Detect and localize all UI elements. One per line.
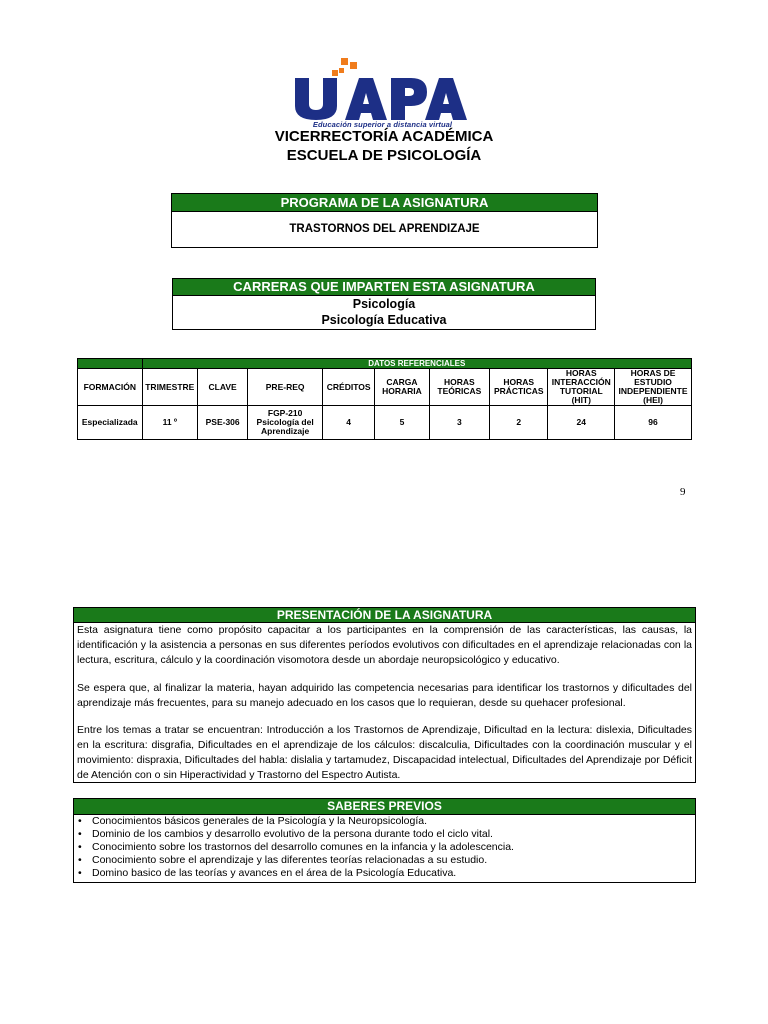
datos-title: DATOS REFERENCIALES bbox=[142, 359, 691, 369]
carrera-item: Psicología Educativa bbox=[321, 313, 447, 327]
vicerrectoria-heading: VICERRECTORÍA ACADÉMICA bbox=[274, 128, 494, 145]
table-row bbox=[78, 406, 692, 440]
header-cell: PRE-REQ bbox=[248, 369, 323, 406]
datos-referenciales-table bbox=[77, 358, 692, 440]
carreras-title: CARRERAS QUE IMPARTEN ESTA ASIGNATURA bbox=[173, 279, 595, 296]
header-cell: HORAS PRÁCTICAS bbox=[490, 369, 548, 406]
value-cell: 24 bbox=[548, 406, 615, 440]
table-header-row bbox=[78, 369, 692, 406]
saberes-list bbox=[74, 815, 695, 880]
value-cell: 11 º bbox=[142, 406, 197, 440]
uapa-logo bbox=[285, 56, 485, 132]
value-cell: 96 bbox=[615, 406, 692, 440]
value-cell: 2 bbox=[490, 406, 548, 440]
carrera-item: Psicología bbox=[352, 297, 416, 311]
uapa-logo-graphic bbox=[285, 56, 485, 120]
saberes-box bbox=[73, 798, 696, 883]
programa-box bbox=[171, 193, 598, 248]
page-number: 9 bbox=[680, 486, 686, 498]
carreras-box bbox=[172, 278, 596, 330]
list-item: • Dominio de los cambios y desarrollo evolutivo de la persona durante todo el ciclo vital. bbox=[74, 828, 695, 841]
value-cell: 4 bbox=[323, 406, 375, 440]
list-item: • Conocimiento sobre los trastornos del desarrollo comunes en la infancia y la adolescencia. bbox=[74, 841, 695, 854]
presentacion-paragraph: Se espera que, al finalizar la materia, hayan adquirido las competencia necesarias para identificar los trastornos y dificultades del aprendizaje más frecuentes, para su manejo adecuado en los casos que lo requieran, desde su quehacer profesional. bbox=[77, 682, 692, 709]
list-item: • Conocimiento sobre el aprendizaje y las diferentes teorías relacionadas a su estudio. bbox=[74, 854, 695, 867]
value-cell: Especializada bbox=[78, 406, 143, 440]
value-cell: 5 bbox=[375, 406, 429, 440]
value-cell: PSE-306 bbox=[198, 406, 248, 440]
escuela-heading: ESCUELA DE PSICOLOGÍA bbox=[286, 147, 482, 164]
list-item: • Domino basico de las teorías y avances en el área de la Psicología Educativa. bbox=[74, 867, 695, 880]
programa-title: PROGRAMA DE LA ASIGNATURA bbox=[172, 194, 597, 212]
presentacion-paragraph: Entre los temas a tratar se encuentran: Introducción a los Trastornos de Aprendizaje, Dificultad en la lectura: dislexia, Dificultades en la escritura: disgrafia, Dificultades en el aprendizaje de los cálculos: discalculia, Dificultades con la coordinación muscular y el movimiento: dispraxia, Dificultades del habla: dislalia y tartamudez, Discapacidad intelectual, Dificultades del Aprendizaje por Déficit de Atención con o sin Hiperactividad y Trastorno del Espectro Autista. bbox=[77, 724, 692, 781]
header-cell: HORAS TEÓRICAS bbox=[429, 369, 489, 406]
header-cell: HORAS DE ESTUDIO INDEPENDIENTE (HEI) bbox=[615, 369, 692, 406]
value-cell: 3 bbox=[429, 406, 489, 440]
subject-name: TRASTORNOS DEL APRENDIZAJE bbox=[289, 223, 480, 235]
presentacion-box bbox=[73, 607, 696, 783]
header-cell: HORAS INTERACCIÓN TUTORIAL (HIT) bbox=[548, 369, 615, 406]
list-item: • Conocimientos básicos generales de la Psicología y la Neuropsicología. bbox=[74, 815, 695, 828]
header-cell: FORMACIÓN bbox=[78, 369, 143, 406]
value-cell: FGP-210 Psicología del Aprendizaje bbox=[248, 406, 323, 440]
header-cell: CRÉDITOS bbox=[323, 369, 375, 406]
header-cell: CARGA HORARIA bbox=[375, 369, 429, 406]
header-cell: TRIMESTRE bbox=[142, 369, 197, 406]
saberes-title: SABERES PREVIOS bbox=[74, 799, 695, 815]
header-cell: CLAVE bbox=[198, 369, 248, 406]
logo-tagline: Educación superior a distancia virtual bbox=[312, 120, 453, 129]
table-corner bbox=[78, 359, 143, 369]
presentacion-paragraph: Esta asignatura tiene como propósito capacitar a los participantes en la comprensión de las características, las causas, la identificación y la asistencia a personas en sus diferentes períodos evolutivos con dificultades en el aprendizaje relacionadas con la lectura, escritura, cálculo y la coordinación visomotora desde un abordaje neuropsicológico y educativo. bbox=[77, 624, 692, 666]
presentacion-title: PRESENTACIÓN DE LA ASIGNATURA bbox=[74, 608, 695, 623]
